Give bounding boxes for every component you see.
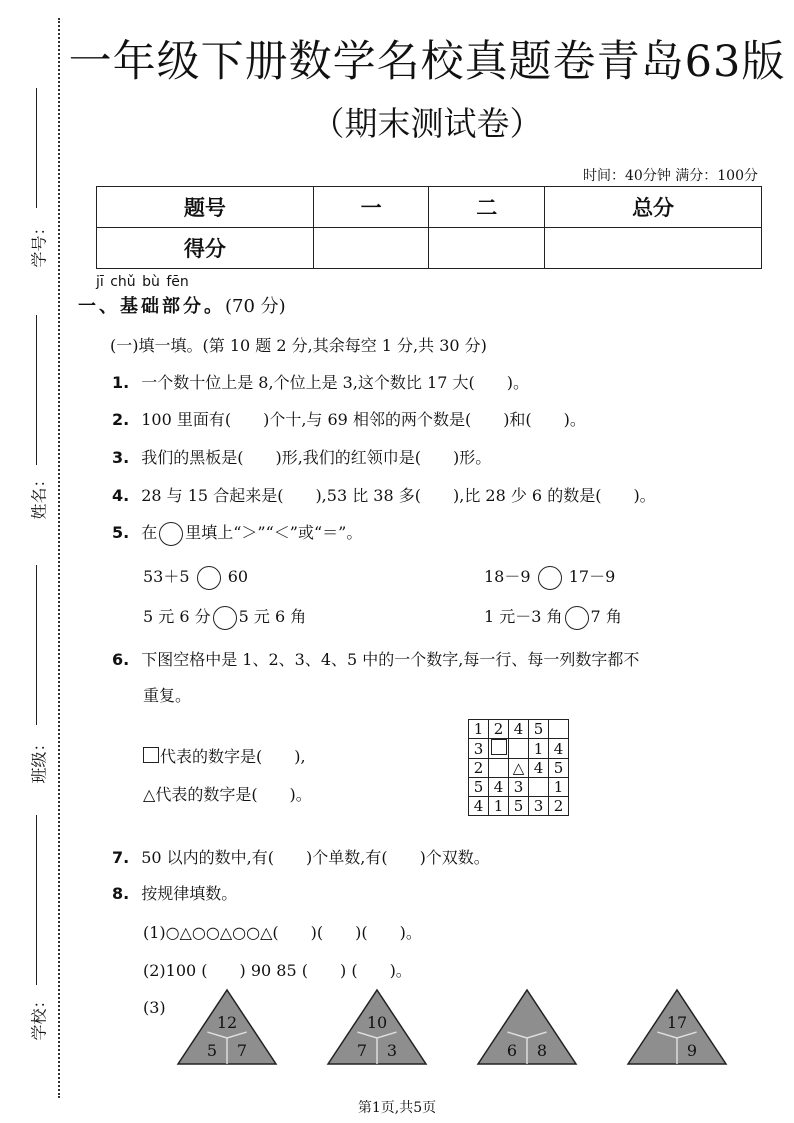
grid-cell: △ — [509, 759, 529, 778]
grid-cell: 3 — [509, 778, 529, 797]
compare-left: 53＋5 — [143, 567, 190, 586]
score-cell: 二 — [429, 187, 545, 228]
student-id-label: 学号： — [29, 219, 49, 268]
triangle-number-top: 17 — [666, 1013, 688, 1032]
grid-cell — [529, 778, 549, 797]
section-pinyin: jī chǔ bù fēn — [96, 274, 189, 290]
grid-cell: 4 — [529, 759, 549, 778]
student-id-line — [36, 88, 37, 208]
compare-item-2 — [484, 564, 615, 590]
square-question-text: 代表的数字是( ), — [160, 747, 306, 766]
question-6-continued: 重复。 — [143, 686, 192, 705]
question-5 — [112, 520, 362, 546]
grid-cell: 1 — [469, 720, 489, 739]
compare-circle-icon[interactable] — [213, 606, 237, 630]
question-3 — [112, 445, 491, 468]
grid-cell — [489, 759, 509, 778]
school-line — [36, 815, 37, 985]
number-triangle — [178, 990, 276, 1064]
question-4 — [112, 483, 656, 506]
triangle-icon: △ — [143, 785, 156, 804]
grid-cell: 4 — [509, 720, 529, 739]
compare-left: 1 元－3 角 — [484, 607, 563, 626]
triangle-number-left: 7 — [356, 1041, 368, 1060]
grid-row — [469, 720, 569, 739]
compare-item-4 — [484, 604, 622, 630]
question-text: 28 与 15 合起来是( ),53 比 38 多( ),比 28 少 6 的数是( )。 — [141, 486, 656, 505]
question-number: 2. — [112, 410, 130, 429]
grid-cell — [509, 739, 529, 759]
triangle-question — [143, 782, 312, 805]
grid-cell: 5 — [549, 759, 569, 778]
square-placeholder-icon — [491, 739, 507, 755]
score-table-header-row — [97, 187, 762, 228]
compare-circle-icon[interactable] — [197, 566, 221, 590]
question-1 — [112, 370, 529, 393]
name-label: 姓名： — [29, 471, 49, 520]
grid-cell: 2 — [469, 759, 489, 778]
question-number: 3. — [112, 448, 130, 467]
pattern-1: (1)○△○○△○○△( )( )( )。 — [143, 923, 422, 942]
compare-circle-icon[interactable] — [538, 566, 562, 590]
triangle-number-right: 8 — [536, 1041, 548, 1060]
question-text: 下图空格中是 1、2、3、4、5 中的一个数字,每一行、每一列数字都不 — [141, 650, 640, 669]
square-icon — [143, 747, 159, 763]
number-triangle — [478, 990, 576, 1064]
compare-right: 5 元 6 角 — [238, 607, 307, 626]
grid-cell: 2 — [549, 797, 569, 816]
part-heading: (一)填一填。(第 10 题 2 分,其余每空 1 分,共 30 分) — [110, 336, 487, 355]
triangle-question-text: 代表的数字是( )。 — [155, 785, 312, 804]
triangle-number-left: 6 — [506, 1041, 518, 1060]
question-2 — [112, 407, 586, 430]
grid-cell: 4 — [549, 739, 569, 759]
number-triangles — [160, 988, 740, 1070]
grid-cell: 5 — [469, 778, 489, 797]
question-7 — [112, 845, 490, 868]
page-subtitle: （期末测试卷） — [311, 104, 543, 143]
class-label: 班级： — [29, 735, 49, 784]
compare-right: 60 — [227, 567, 249, 586]
question-text: 在 — [141, 523, 158, 542]
score-cell: 得分 — [97, 228, 314, 269]
exam-meta: 时间：40分钟 满分：100分 — [583, 168, 758, 184]
grid-cell: 5 — [509, 797, 529, 816]
score-table-score-row — [97, 228, 762, 269]
number-triangle — [328, 990, 426, 1064]
score-cell: 一 — [313, 187, 429, 228]
grid-cell: 4 — [489, 778, 509, 797]
grid-cell: 1 — [489, 797, 509, 816]
question-text: 按规律填数。 — [141, 884, 238, 903]
section-heading — [78, 292, 286, 318]
question-text: 里填上“＞”“＜”或“＝”。 — [185, 523, 363, 542]
question-text: 100 里面有( )个十,与 69 相邻的两个数是( )和( )。 — [141, 410, 586, 429]
score-input-cell[interactable] — [545, 228, 762, 269]
compare-left: 18－9 — [484, 567, 531, 586]
compare-item-1 — [143, 564, 248, 590]
compare-item-3 — [143, 604, 306, 630]
compare-right: 17－9 — [568, 567, 616, 586]
triangle-number-top: 10 — [366, 1013, 388, 1032]
grid-cell: 2 — [489, 720, 509, 739]
grid-row — [469, 778, 569, 797]
question-number: 4. — [112, 486, 130, 505]
question-number: 1. — [112, 373, 130, 392]
grid-cell: 1 — [549, 778, 569, 797]
pattern-3: (3) — [143, 998, 166, 1017]
section-points: (70 分) — [225, 296, 286, 317]
school-label: 学校： — [29, 992, 49, 1041]
grid-cell: 1 — [529, 739, 549, 759]
grid-cell — [489, 739, 509, 759]
triangle-number-right: 9 — [686, 1041, 698, 1060]
triangle-number-right: 7 — [236, 1041, 248, 1060]
compare-circle-icon — [159, 522, 183, 546]
question-8 — [112, 881, 237, 904]
question-number: 5. — [112, 523, 130, 542]
square-question — [143, 744, 306, 767]
question-text: 我们的黑板是( )形,我们的红领巾是( )形。 — [141, 448, 492, 467]
question-number: 7. — [112, 848, 130, 867]
grid-cell — [549, 720, 569, 739]
question-text: 一个数十位上是 8,个位上是 3,这个数比 17 大( )。 — [141, 373, 529, 392]
question-text: 50 以内的数中,有( )个单数,有( )个双数。 — [141, 848, 490, 867]
compare-left: 5 元 6 分 — [143, 607, 211, 626]
grid-row — [469, 759, 569, 778]
pattern-2: (2)100 ( ) 90 85 ( ) ( )。 — [143, 961, 412, 980]
section-title: 一、基础部分。 — [78, 296, 225, 317]
grid-row — [469, 739, 569, 759]
triangle-number-right: 3 — [386, 1041, 398, 1060]
score-cell: 题号 — [97, 187, 314, 228]
binding-dotted-line — [58, 18, 60, 1098]
grid-cell: 4 — [469, 797, 489, 816]
name-line — [36, 315, 37, 465]
score-input-cell[interactable] — [429, 228, 545, 269]
class-line — [36, 565, 37, 725]
page-title: 一年级下册数学名校真题卷青岛63版 — [68, 37, 786, 87]
score-table — [96, 186, 762, 269]
question-number: 6. — [112, 650, 130, 669]
number-triangle — [628, 990, 726, 1064]
question-number: 8. — [112, 884, 130, 903]
compare-circle-icon[interactable] — [565, 606, 589, 630]
compare-right: 7 角 — [590, 607, 622, 626]
score-input-cell[interactable] — [313, 228, 429, 269]
score-cell: 总分 — [545, 187, 762, 228]
triangle-number-left: 5 — [206, 1041, 218, 1060]
grid-cell: 3 — [469, 739, 489, 759]
number-grid — [468, 719, 569, 816]
question-6 — [112, 647, 639, 670]
triangle-number-top: 12 — [216, 1013, 238, 1032]
page-footer: 第1页,共5页 — [357, 1100, 437, 1116]
grid-cell: 5 — [529, 720, 549, 739]
grid-cell: 3 — [529, 797, 549, 816]
grid-row — [469, 797, 569, 816]
